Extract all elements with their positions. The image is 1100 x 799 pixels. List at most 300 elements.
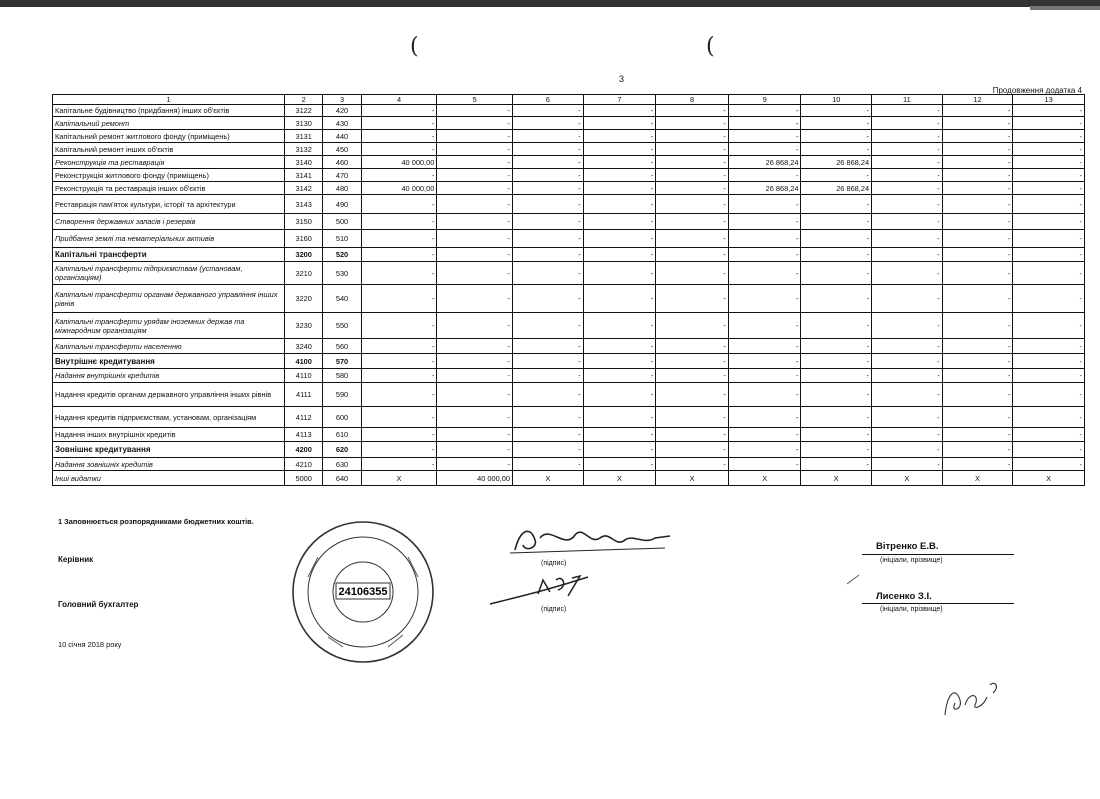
row-code: 3130 — [285, 117, 323, 130]
table-row — [53, 383, 1085, 407]
head-label: Керівник — [58, 555, 94, 564]
value-cell: - — [512, 182, 583, 195]
value-cell: - — [437, 143, 513, 156]
value-cell: - — [1013, 285, 1085, 313]
row-name: Створення державних запасів і резервів — [53, 214, 285, 230]
row-line-code: 530 — [323, 262, 361, 285]
row-code: 3240 — [285, 339, 323, 354]
row-name: Капітальне будівництво (придбання) інших об'єктів — [53, 105, 285, 117]
value-cell: - — [728, 369, 801, 383]
value-cell: - — [656, 130, 729, 143]
scan-top-edge — [0, 0, 1100, 7]
value-cell: - — [728, 458, 801, 471]
value-cell: - — [437, 214, 513, 230]
row-code: 3220 — [285, 285, 323, 313]
table-row — [53, 230, 1085, 248]
value-cell: - — [801, 214, 872, 230]
value-cell: - — [801, 105, 872, 117]
row-line-code: 460 — [323, 156, 361, 169]
value-cell: - — [361, 383, 437, 407]
value-cell: - — [583, 156, 656, 169]
value-cell: - — [872, 230, 943, 248]
header-cell: 3 — [323, 95, 361, 105]
value-cell: - — [1013, 428, 1085, 442]
head-initials-caption: (ініціали, прізвище) — [880, 557, 943, 564]
value-cell: - — [437, 339, 513, 354]
value-cell: 40 000,00 — [361, 182, 437, 195]
row-name: Придбання землі та нематеріальних активів — [53, 230, 285, 248]
table-row — [53, 182, 1085, 195]
row-name: Реставрація пам'яток культури, історії та архітектури — [53, 195, 285, 214]
row-code: 4113 — [285, 428, 323, 442]
value-cell: - — [801, 369, 872, 383]
page-number: 3 — [619, 74, 625, 84]
value-cell: - — [942, 230, 1013, 248]
value-cell: - — [583, 182, 656, 195]
value-cell: - — [656, 143, 729, 156]
value-cell: - — [942, 156, 1013, 169]
value-cell: - — [872, 285, 943, 313]
header-cell: 1 — [53, 95, 285, 105]
value-cell: - — [656, 313, 729, 339]
footnote: 1 Заповнюється розпорядниками бюджетних коштів. — [58, 517, 254, 526]
value-cell: - — [512, 195, 583, 214]
value-cell: - — [872, 428, 943, 442]
row-name: Капітальний ремонт інших об'єктів — [53, 143, 285, 156]
value-cell: X — [728, 471, 801, 486]
value-cell: - — [872, 182, 943, 195]
value-cell: - — [656, 369, 729, 383]
value-cell: - — [942, 117, 1013, 130]
value-cell: - — [872, 143, 943, 156]
header-cell: 5 — [437, 95, 513, 105]
budget-table — [52, 94, 1085, 486]
value-cell: - — [1013, 230, 1085, 248]
value-cell: - — [872, 339, 943, 354]
organization-stamp — [288, 517, 438, 667]
value-cell: - — [942, 285, 1013, 313]
row-code: 4111 — [285, 383, 323, 407]
header-cell: 9 — [728, 95, 801, 105]
value-cell: - — [512, 230, 583, 248]
value-cell: - — [942, 383, 1013, 407]
value-cell: - — [801, 285, 872, 313]
row-name: Капітальні трансферти — [53, 248, 285, 262]
table-row — [53, 442, 1085, 458]
row-code: 3122 — [285, 105, 323, 117]
value-cell: - — [656, 117, 729, 130]
value-cell: - — [583, 143, 656, 156]
punch-hole-mark: ( — [410, 34, 419, 59]
value-cell: - — [942, 182, 1013, 195]
value-cell: - — [656, 458, 729, 471]
value-cell: - — [512, 262, 583, 285]
row-code: 4200 — [285, 442, 323, 458]
value-cell: - — [437, 407, 513, 428]
value-cell: - — [437, 182, 513, 195]
value-cell: - — [728, 428, 801, 442]
row-line-code: 600 — [323, 407, 361, 428]
header-cell: 7 — [583, 95, 656, 105]
row-line-code: 540 — [323, 285, 361, 313]
header-cell: 2 — [285, 95, 323, 105]
value-cell: - — [512, 130, 583, 143]
value-cell: - — [1013, 354, 1085, 369]
value-cell: - — [656, 285, 729, 313]
row-code: 3131 — [285, 130, 323, 143]
value-cell: - — [872, 458, 943, 471]
value-cell: - — [512, 248, 583, 262]
row-name: Внутрішнє кредитування — [53, 354, 285, 369]
row-code: 3142 — [285, 182, 323, 195]
value-cell: 40 000,00 — [437, 471, 513, 486]
value-cell: - — [801, 143, 872, 156]
value-cell: - — [512, 214, 583, 230]
value-cell: - — [872, 130, 943, 143]
table-row — [53, 248, 1085, 262]
value-cell: - — [728, 117, 801, 130]
value-cell: - — [1013, 407, 1085, 428]
value-cell: - — [1013, 214, 1085, 230]
table-row — [53, 339, 1085, 354]
value-cell: - — [728, 339, 801, 354]
value-cell: - — [942, 407, 1013, 428]
row-line-code: 580 — [323, 369, 361, 383]
row-name: Капітальний ремонт житлового фонду (приміщень) — [53, 130, 285, 143]
value-cell: - — [361, 442, 437, 458]
value-cell: - — [872, 369, 943, 383]
row-line-code: 610 — [323, 428, 361, 442]
value-cell: - — [728, 143, 801, 156]
value-cell: - — [583, 442, 656, 458]
value-cell: - — [512, 339, 583, 354]
value-cell: - — [801, 248, 872, 262]
row-name: Реконструкція та реставрація інших об'єктів — [53, 182, 285, 195]
value-cell: - — [361, 262, 437, 285]
value-cell: - — [361, 230, 437, 248]
value-cell: - — [583, 339, 656, 354]
value-cell: - — [437, 262, 513, 285]
value-cell: - — [872, 214, 943, 230]
accountant-signature-caption: (підпис) — [541, 606, 567, 613]
value-cell: - — [437, 156, 513, 169]
value-cell: - — [437, 369, 513, 383]
row-line-code: 490 — [323, 195, 361, 214]
row-line-code: 510 — [323, 230, 361, 248]
table-row — [53, 262, 1085, 285]
value-cell: - — [583, 230, 656, 248]
value-cell: 26 868,24 — [728, 156, 801, 169]
value-cell: X — [656, 471, 729, 486]
value-cell: - — [512, 156, 583, 169]
table-row — [53, 285, 1085, 313]
value-cell: - — [872, 383, 943, 407]
value-cell: - — [437, 130, 513, 143]
row-code: 4210 — [285, 458, 323, 471]
head-name-line — [862, 554, 1014, 555]
accountant-name: Лисенко З.І. — [876, 591, 932, 602]
value-cell: - — [437, 195, 513, 214]
row-name: Надання зовнішніх кредитів — [53, 458, 285, 471]
head-signature — [505, 520, 675, 560]
value-cell: - — [1013, 313, 1085, 339]
value-cell: - — [361, 285, 437, 313]
value-cell: 26 868,24 — [801, 156, 872, 169]
value-cell: - — [583, 458, 656, 471]
header-row — [53, 95, 1085, 105]
accountant-signature — [488, 572, 598, 608]
value-cell: - — [942, 369, 1013, 383]
value-cell: - — [583, 130, 656, 143]
value-cell: - — [656, 248, 729, 262]
value-cell: - — [437, 285, 513, 313]
value-cell: - — [656, 214, 729, 230]
value-cell: - — [437, 248, 513, 262]
value-cell: - — [942, 214, 1013, 230]
value-cell: X — [361, 471, 437, 486]
value-cell: - — [512, 117, 583, 130]
value-cell: - — [728, 442, 801, 458]
value-cell: - — [1013, 182, 1085, 195]
row-name: Надання інших внутрішніх кредитів — [53, 428, 285, 442]
value-cell: - — [656, 428, 729, 442]
value-cell: - — [801, 407, 872, 428]
table-row — [53, 130, 1085, 143]
value-cell: - — [801, 117, 872, 130]
value-cell: - — [512, 354, 583, 369]
header-cell: 4 — [361, 95, 437, 105]
value-cell: X — [872, 471, 943, 486]
value-cell: - — [656, 169, 729, 182]
value-cell: - — [437, 458, 513, 471]
value-cell: - — [728, 407, 801, 428]
value-cell: - — [872, 248, 943, 262]
value-cell: - — [942, 195, 1013, 214]
row-name: Надання кредитів органам державного управління інших рівнів — [53, 383, 285, 407]
table-row — [53, 195, 1085, 214]
value-cell: - — [801, 354, 872, 369]
row-name: Зовнішнє кредитування — [53, 442, 285, 458]
table-row — [53, 143, 1085, 156]
table-row — [53, 117, 1085, 130]
value-cell: - — [872, 442, 943, 458]
row-name: Капітальні трансферти урядам іноземних держав та міжнародним організаціям — [53, 313, 285, 339]
row-name: Реконструкція житлового фонду (приміщень) — [53, 169, 285, 182]
value-cell: - — [583, 354, 656, 369]
row-name: Капітальний ремонт — [53, 117, 285, 130]
value-cell: - — [656, 354, 729, 369]
value-cell: - — [361, 458, 437, 471]
row-line-code: 500 — [323, 214, 361, 230]
value-cell: X — [801, 471, 872, 486]
value-cell: - — [437, 383, 513, 407]
table-row — [53, 105, 1085, 117]
chief-accountant-label: Головний бухгалтер — [58, 600, 139, 609]
row-code: 4112 — [285, 407, 323, 428]
value-cell: - — [656, 182, 729, 195]
value-cell: - — [872, 407, 943, 428]
header-cell: 11 — [872, 95, 943, 105]
value-cell: - — [728, 230, 801, 248]
value-cell: - — [801, 230, 872, 248]
value-cell: - — [872, 117, 943, 130]
value-cell: - — [656, 339, 729, 354]
header-cell: 8 — [656, 95, 729, 105]
stamp-code: 24106355 — [338, 586, 388, 598]
value-cell: - — [656, 262, 729, 285]
value-cell: - — [1013, 262, 1085, 285]
table-row — [53, 156, 1085, 169]
table-row — [53, 313, 1085, 339]
value-cell: - — [583, 369, 656, 383]
value-cell: - — [942, 354, 1013, 369]
row-name: Капітальні трансферти підприємствам (установам, організаціям) — [53, 262, 285, 285]
value-cell: - — [656, 383, 729, 407]
value-cell: - — [728, 248, 801, 262]
value-cell: - — [583, 105, 656, 117]
table-row — [53, 169, 1085, 182]
value-cell: - — [361, 428, 437, 442]
handwritten-mark — [935, 675, 1005, 725]
value-cell: - — [1013, 339, 1085, 354]
row-code: 5000 — [285, 471, 323, 486]
value-cell: - — [656, 156, 729, 169]
document-date: 10 січня 2018 року — [58, 640, 122, 649]
value-cell: - — [361, 407, 437, 428]
value-cell: - — [872, 354, 943, 369]
value-cell: - — [1013, 248, 1085, 262]
value-cell: - — [512, 442, 583, 458]
value-cell: - — [437, 428, 513, 442]
value-cell: - — [872, 169, 943, 182]
row-name: Капітальні трансферти населенню — [53, 339, 285, 354]
row-code: 3150 — [285, 214, 323, 230]
value-cell: - — [512, 105, 583, 117]
row-line-code: 550 — [323, 313, 361, 339]
table-row — [53, 369, 1085, 383]
value-cell: - — [1013, 105, 1085, 117]
row-code: 4110 — [285, 369, 323, 383]
value-cell: - — [942, 130, 1013, 143]
value-cell: - — [583, 285, 656, 313]
row-line-code: 470 — [323, 169, 361, 182]
header-cell: 10 — [801, 95, 872, 105]
value-cell: - — [437, 117, 513, 130]
value-cell: - — [583, 262, 656, 285]
value-cell: - — [437, 354, 513, 369]
value-cell: - — [361, 248, 437, 262]
row-line-code: 420 — [323, 105, 361, 117]
scan-top-edge-mark — [1030, 6, 1100, 10]
punch-hole-mark: ( — [706, 34, 715, 59]
row-line-code: 440 — [323, 130, 361, 143]
row-line-code: 430 — [323, 117, 361, 130]
value-cell: - — [361, 339, 437, 354]
row-code: 3230 — [285, 313, 323, 339]
value-cell: - — [801, 458, 872, 471]
value-cell: - — [512, 369, 583, 383]
value-cell: - — [728, 354, 801, 369]
continuation-label: Продовження додатка 4 — [992, 86, 1082, 95]
value-cell: - — [361, 195, 437, 214]
value-cell: - — [728, 105, 801, 117]
value-cell: - — [728, 214, 801, 230]
value-cell: - — [801, 262, 872, 285]
row-code: 3132 — [285, 143, 323, 156]
value-cell: - — [583, 195, 656, 214]
value-cell: - — [1013, 369, 1085, 383]
accountant-initials-caption: (ініціали, прізвище) — [880, 606, 943, 613]
row-line-code: 560 — [323, 339, 361, 354]
value-cell: X — [942, 471, 1013, 486]
value-cell: - — [942, 442, 1013, 458]
value-cell: - — [512, 169, 583, 182]
row-name: Надання кредитів підприємствам, установам, організаціям — [53, 407, 285, 428]
value-cell: - — [1013, 383, 1085, 407]
row-line-code: 520 — [323, 248, 361, 262]
header-cell: 6 — [512, 95, 583, 105]
head-name: Вітренко Е.В. — [876, 541, 939, 552]
row-line-code: 640 — [323, 471, 361, 486]
row-name: Капітальні трансферти органам державного управління інших рівнів — [53, 285, 285, 313]
value-cell: - — [512, 458, 583, 471]
value-cell: - — [512, 383, 583, 407]
value-cell: - — [656, 442, 729, 458]
value-cell: - — [361, 130, 437, 143]
table-row — [53, 214, 1085, 230]
value-cell: - — [801, 339, 872, 354]
row-line-code: 570 — [323, 354, 361, 369]
value-cell: - — [583, 214, 656, 230]
value-cell: - — [801, 130, 872, 143]
value-cell: - — [728, 313, 801, 339]
row-line-code: 630 — [323, 458, 361, 471]
row-name: Реконструкція та реставрація — [53, 156, 285, 169]
value-cell: - — [1013, 442, 1085, 458]
value-cell: X — [512, 471, 583, 486]
value-cell: - — [801, 169, 872, 182]
value-cell: - — [1013, 130, 1085, 143]
value-cell: - — [728, 285, 801, 313]
accountant-name-line — [862, 603, 1014, 604]
row-name: Надання внутрішніх кредитів — [53, 369, 285, 383]
value-cell: - — [512, 407, 583, 428]
value-cell: - — [801, 195, 872, 214]
value-cell: - — [583, 248, 656, 262]
value-cell: - — [512, 313, 583, 339]
value-cell: 26 868,24 — [728, 182, 801, 195]
row-code: 3160 — [285, 230, 323, 248]
value-cell: - — [361, 214, 437, 230]
value-cell: - — [942, 313, 1013, 339]
value-cell: 40 000,00 — [361, 156, 437, 169]
value-cell: - — [583, 428, 656, 442]
value-cell: - — [1013, 458, 1085, 471]
value-cell: - — [801, 428, 872, 442]
value-cell: - — [1013, 169, 1085, 182]
value-cell: - — [656, 195, 729, 214]
value-cell: - — [872, 195, 943, 214]
value-cell: - — [942, 143, 1013, 156]
value-cell: - — [583, 117, 656, 130]
value-cell: - — [583, 407, 656, 428]
row-code: 3140 — [285, 156, 323, 169]
table-row — [53, 471, 1085, 486]
value-cell: - — [656, 407, 729, 428]
row-line-code: 620 — [323, 442, 361, 458]
value-cell: - — [1013, 195, 1085, 214]
value-cell: - — [728, 195, 801, 214]
